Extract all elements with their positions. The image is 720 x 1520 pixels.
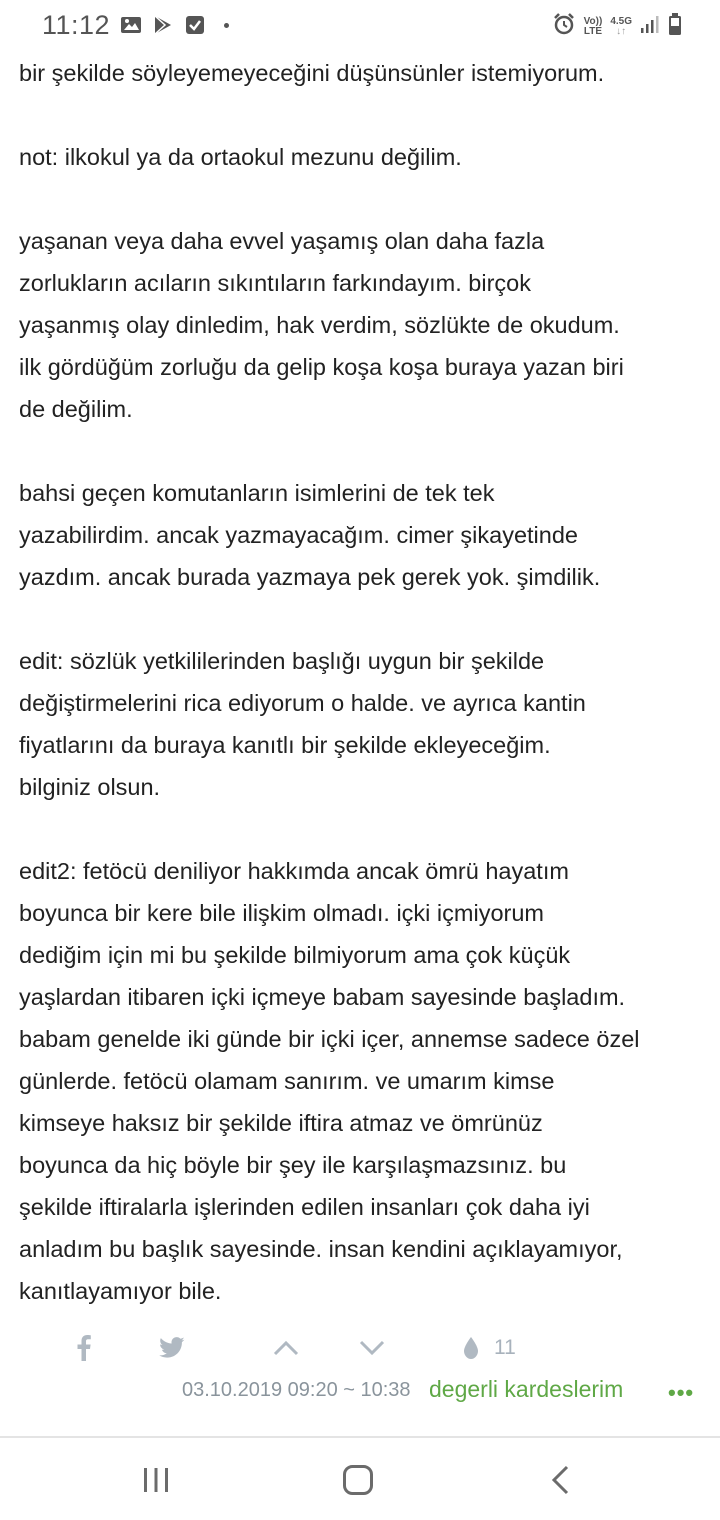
back-icon [549,1465,571,1495]
signal-icon [640,14,660,39]
battery-icon [668,12,682,41]
more-options-button[interactable]: ••• [668,1380,695,1405]
entry-actions [0,1326,720,1370]
entry-paragraph-6: edit2: fetöcü deniliyor hakkımda ancak ömrü hayatım boyunca bir kere bile ilişkim olmadı. içki içmiyorum dediğim için mi bu şekilde bilmiyorum ama çok küçük yaşlardan itibaren içki içmeye babam sayesinde başladım. babam genelde iki günde bir içki içer, annemse sadece özel günlerde. fetöcü olamam sanırım. ve umarım kimse kimseye haksız bir şekilde iftira atmaz ve ömrünüz boyunca da hiç böyle bir şey ile karşılaşmazsınız. bu şekilde iftiralarla işlerinden edilen insanları çok daha iyi anladım bu başlık sayesinde. insan kendini açıklayamıyor, kanıtlayamıyor bile. [19,858,640,1304]
recent-apps-icon [142,1467,170,1493]
favorite-count: 11 [494,1336,516,1359]
downvote-button[interactable] [352,1326,392,1370]
entry-paragraph-2: not: ilkokul ya da ortaokul mezunu değilim. [19,144,462,170]
home-icon [342,1464,374,1496]
play-store-icon [152,14,174,36]
favorite-button[interactable] [462,1326,542,1370]
notification-icons [120,14,229,36]
entry-meta [0,1374,720,1410]
twitter-icon [159,1337,185,1359]
back-button[interactable] [538,1458,582,1502]
entry-paragraph-4: bahsi geçen komutanların isimlerini de tek tek yazabilirdim. ancak yazmayacağım. cimer şikayetinde yazdım. ancak burada yazmaya pek gerek yok. şimdilik. [19,480,601,590]
entry-paragraph-1: bir şekilde söyleyemeyeceğini düşünsünler istemiyorum. [19,60,605,86]
checkbox-icon [184,14,206,36]
volte-indicator: Vo)) LTE [583,15,603,37]
status-bar [0,0,720,56]
upvote-button[interactable] [266,1326,306,1370]
system-icons [552,12,682,41]
network-type: 4.5G ↓↑ [610,15,632,37]
share-facebook-button[interactable] [66,1326,102,1370]
entry-date[interactable]: 03.10.2019 09:20 ~ 10:38 [182,1379,411,1401]
drop-icon [462,1336,480,1360]
chevron-down-icon [359,1340,385,1356]
image-icon [120,14,142,36]
entry-paragraph-5: edit: sözlük yetkililerinden başlığı uygun bir şekilde değiştirmelerini rica ediyorum o halde. ve ayrıca kantin fiyatlarını da buraya kanıtlı bir şekilde ekleyeceğim. bilginiz olsun. [19,648,586,800]
entry-paragraph-3: yaşanan veya daha evvel yaşamış olan daha fazla zorlukların acıların sıkıntıların farkındayım. birçok yaşanmış olay dinledim, hak verdim, sözlükte de okudum. ilk gördüğüm zorluğu da gelip koşa koşa buraya yazan biri de değilim. [19,228,624,422]
share-twitter-button[interactable] [154,1326,190,1370]
facebook-icon [76,1335,92,1361]
chevron-up-icon [273,1340,299,1356]
home-button[interactable] [336,1458,380,1502]
system-nav-bar [0,1438,720,1520]
status-time: 11:12 [42,10,111,40]
alarm-icon [552,12,576,41]
entry-author[interactable]: degerli kardeslerim [429,1376,624,1402]
recent-apps-button[interactable] [134,1458,178,1502]
entry-body [19,52,709,1312]
more-notifications-dot [224,23,229,28]
